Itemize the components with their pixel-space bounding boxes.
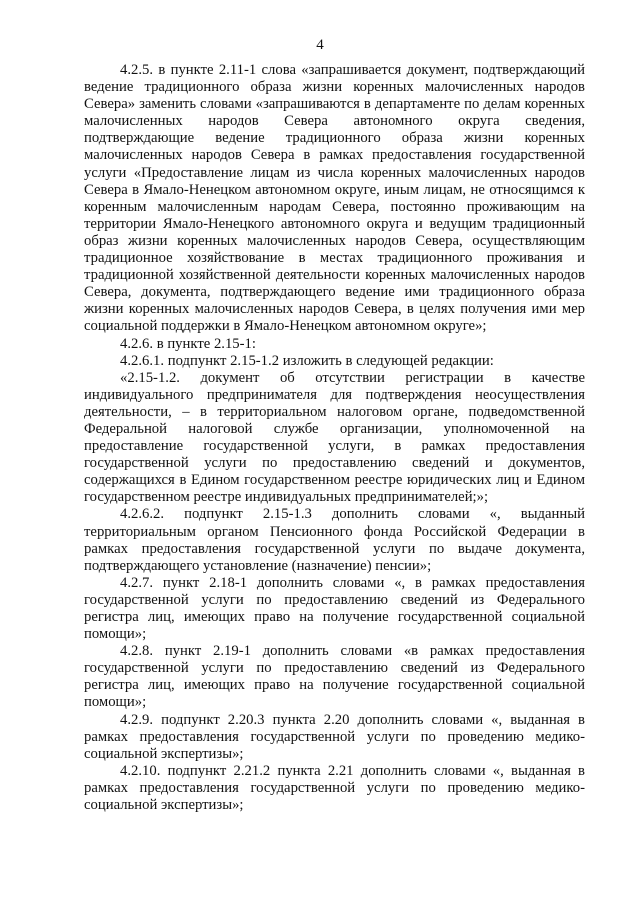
page-number: 4 — [316, 37, 324, 53]
paragraph-2-15-1-2-quote: «2.15-1.2. документ об отсутствии регистрации в качестве индивидуального предпринимателя для подтверждения неосуществления деятельности, – в территориальном налоговом органе, подведомственной Федеральной налоговой службе организации, уполномоченной на предоставление государственной услуги, в рамках предоставления государственной услуги по предоставлению сведений и документов, содержащихся в Едином государственном реестре юридических лиц и Едином государственном реестре индивидуальных предпринимателей;»; — [84, 369, 585, 506]
paragraph-4-2-6-1: 4.2.6.1. подпункт 2.15-1.2 изложить в следующей редакции: — [120, 352, 494, 369]
paragraph-4-2-7: 4.2.7. пункт 2.18-1 дополнить словами «, в рамках предоставления государственной услуги по предоставлению сведений из Федерального регистра лиц, имеющих право на получение государственной социальной помощи»; — [84, 574, 585, 643]
paragraph-4-2-6-2: 4.2.6.2. подпункт 2.15-1.3 дополнить словами «, выданный территориальным органом Пенсионного фонда Российской Федерации в рамках предоставления государственной услуги по выдаче документа, подтверждающего установление (назначение) пенсии»; — [84, 506, 585, 574]
paragraph-4-2-10: 4.2.10. подпункт 2.21.2 пункта 2.21 дополнить словами «, выданная в рамках предоставления государственной услуги по проведению медико-социальной экспертизы»; — [84, 762, 585, 814]
paragraph-4-2-5: 4.2.5. в пункте 2.11-1 слова «запрашивается документ, подтверждающий ведение традиционного образа жизни коренных малочисленных народов Севера» заменить словами «запрашиваются в департаменте по делам коренных малочисленных народов Севера автономного округа сведения, подтверждающие ведение традиционного образа жизни коренных малочисленных народов Севера в рамках предоставления государственной услуги «Предоставление лицам из числа коренных малочисленных народов Севера в Ямало-Ненецком автономном округе, иным лицам, не относящимся к коренным малочисленным народам Севера, постоянно проживающим на территории Ямало-Ненецкого автономного округа и ведущим традиционный образ жизни коренных малочисленных народов Севера, осуществляющим традиционное хозяйствование в местах традиционного проживания и традиционной хозяйственной деятельности коренных малочисленных народов Севера, документа, подтверждающего ведение ими традиционного образа жизни коренных малочисленных народов Севера, в целях получения ими мер социальной поддержки в Ямало-Ненецком автономном округе»; — [84, 62, 585, 335]
paragraph-4-2-8: 4.2.8. пункт 2.19-1 дополнить словами «в рамках предоставления государственной услуги по предоставлению сведений из Федерального регистра лиц, имеющих право на получение государственной социальной помощи»; — [84, 643, 585, 711]
paragraph-4-2-6: 4.2.6. в пункте 2.15-1: — [120, 335, 256, 352]
paragraph-4-2-9: 4.2.9. подпункт 2.20.3 пункта 2.20 дополнить словами «, выданная в рамках предоставления государственной услуги по проведению медико-социальной экспертизы»; — [84, 711, 585, 762]
document-body — [84, 62, 585, 814]
